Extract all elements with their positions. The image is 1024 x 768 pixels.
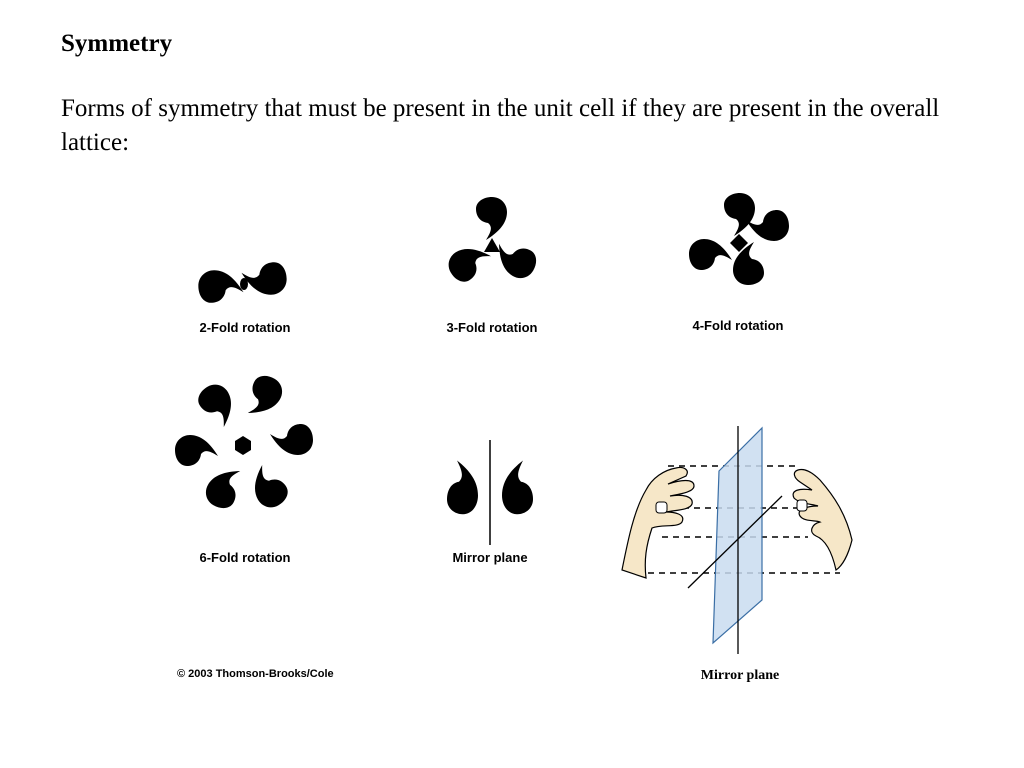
- two-fold-rotation-motif: [198, 262, 286, 303]
- mirror-plane-hands-illustration: [622, 426, 852, 654]
- four-fold-rotation-motif: [689, 193, 789, 285]
- caption-four-fold-rotation: 4-Fold rotation: [692, 318, 784, 333]
- three-fold-rotation-motif: [443, 197, 541, 286]
- mirror-plane-commas-motif: [447, 440, 533, 545]
- caption-two-fold-rotation: 2-Fold rotation: [199, 320, 291, 335]
- caption-mirror-plane-commas: Mirror plane: [452, 550, 528, 565]
- caption-three-fold-rotation: 3-Fold rotation: [446, 320, 538, 335]
- caption-mirror-plane-hands: Mirror plane: [700, 668, 780, 683]
- copyright-credit: © 2003 Thomson-Brooks/Cole: [177, 668, 334, 680]
- six-fold-rotation-motif: [175, 371, 313, 514]
- slide-intro-text: Forms of symmetry that must be present in the unit cell if they are present in the overall lattice:: [61, 95, 940, 156]
- caption-six-fold-rotation: 6-Fold rotation: [199, 550, 291, 565]
- slide-title: Symmetry: [61, 30, 173, 57]
